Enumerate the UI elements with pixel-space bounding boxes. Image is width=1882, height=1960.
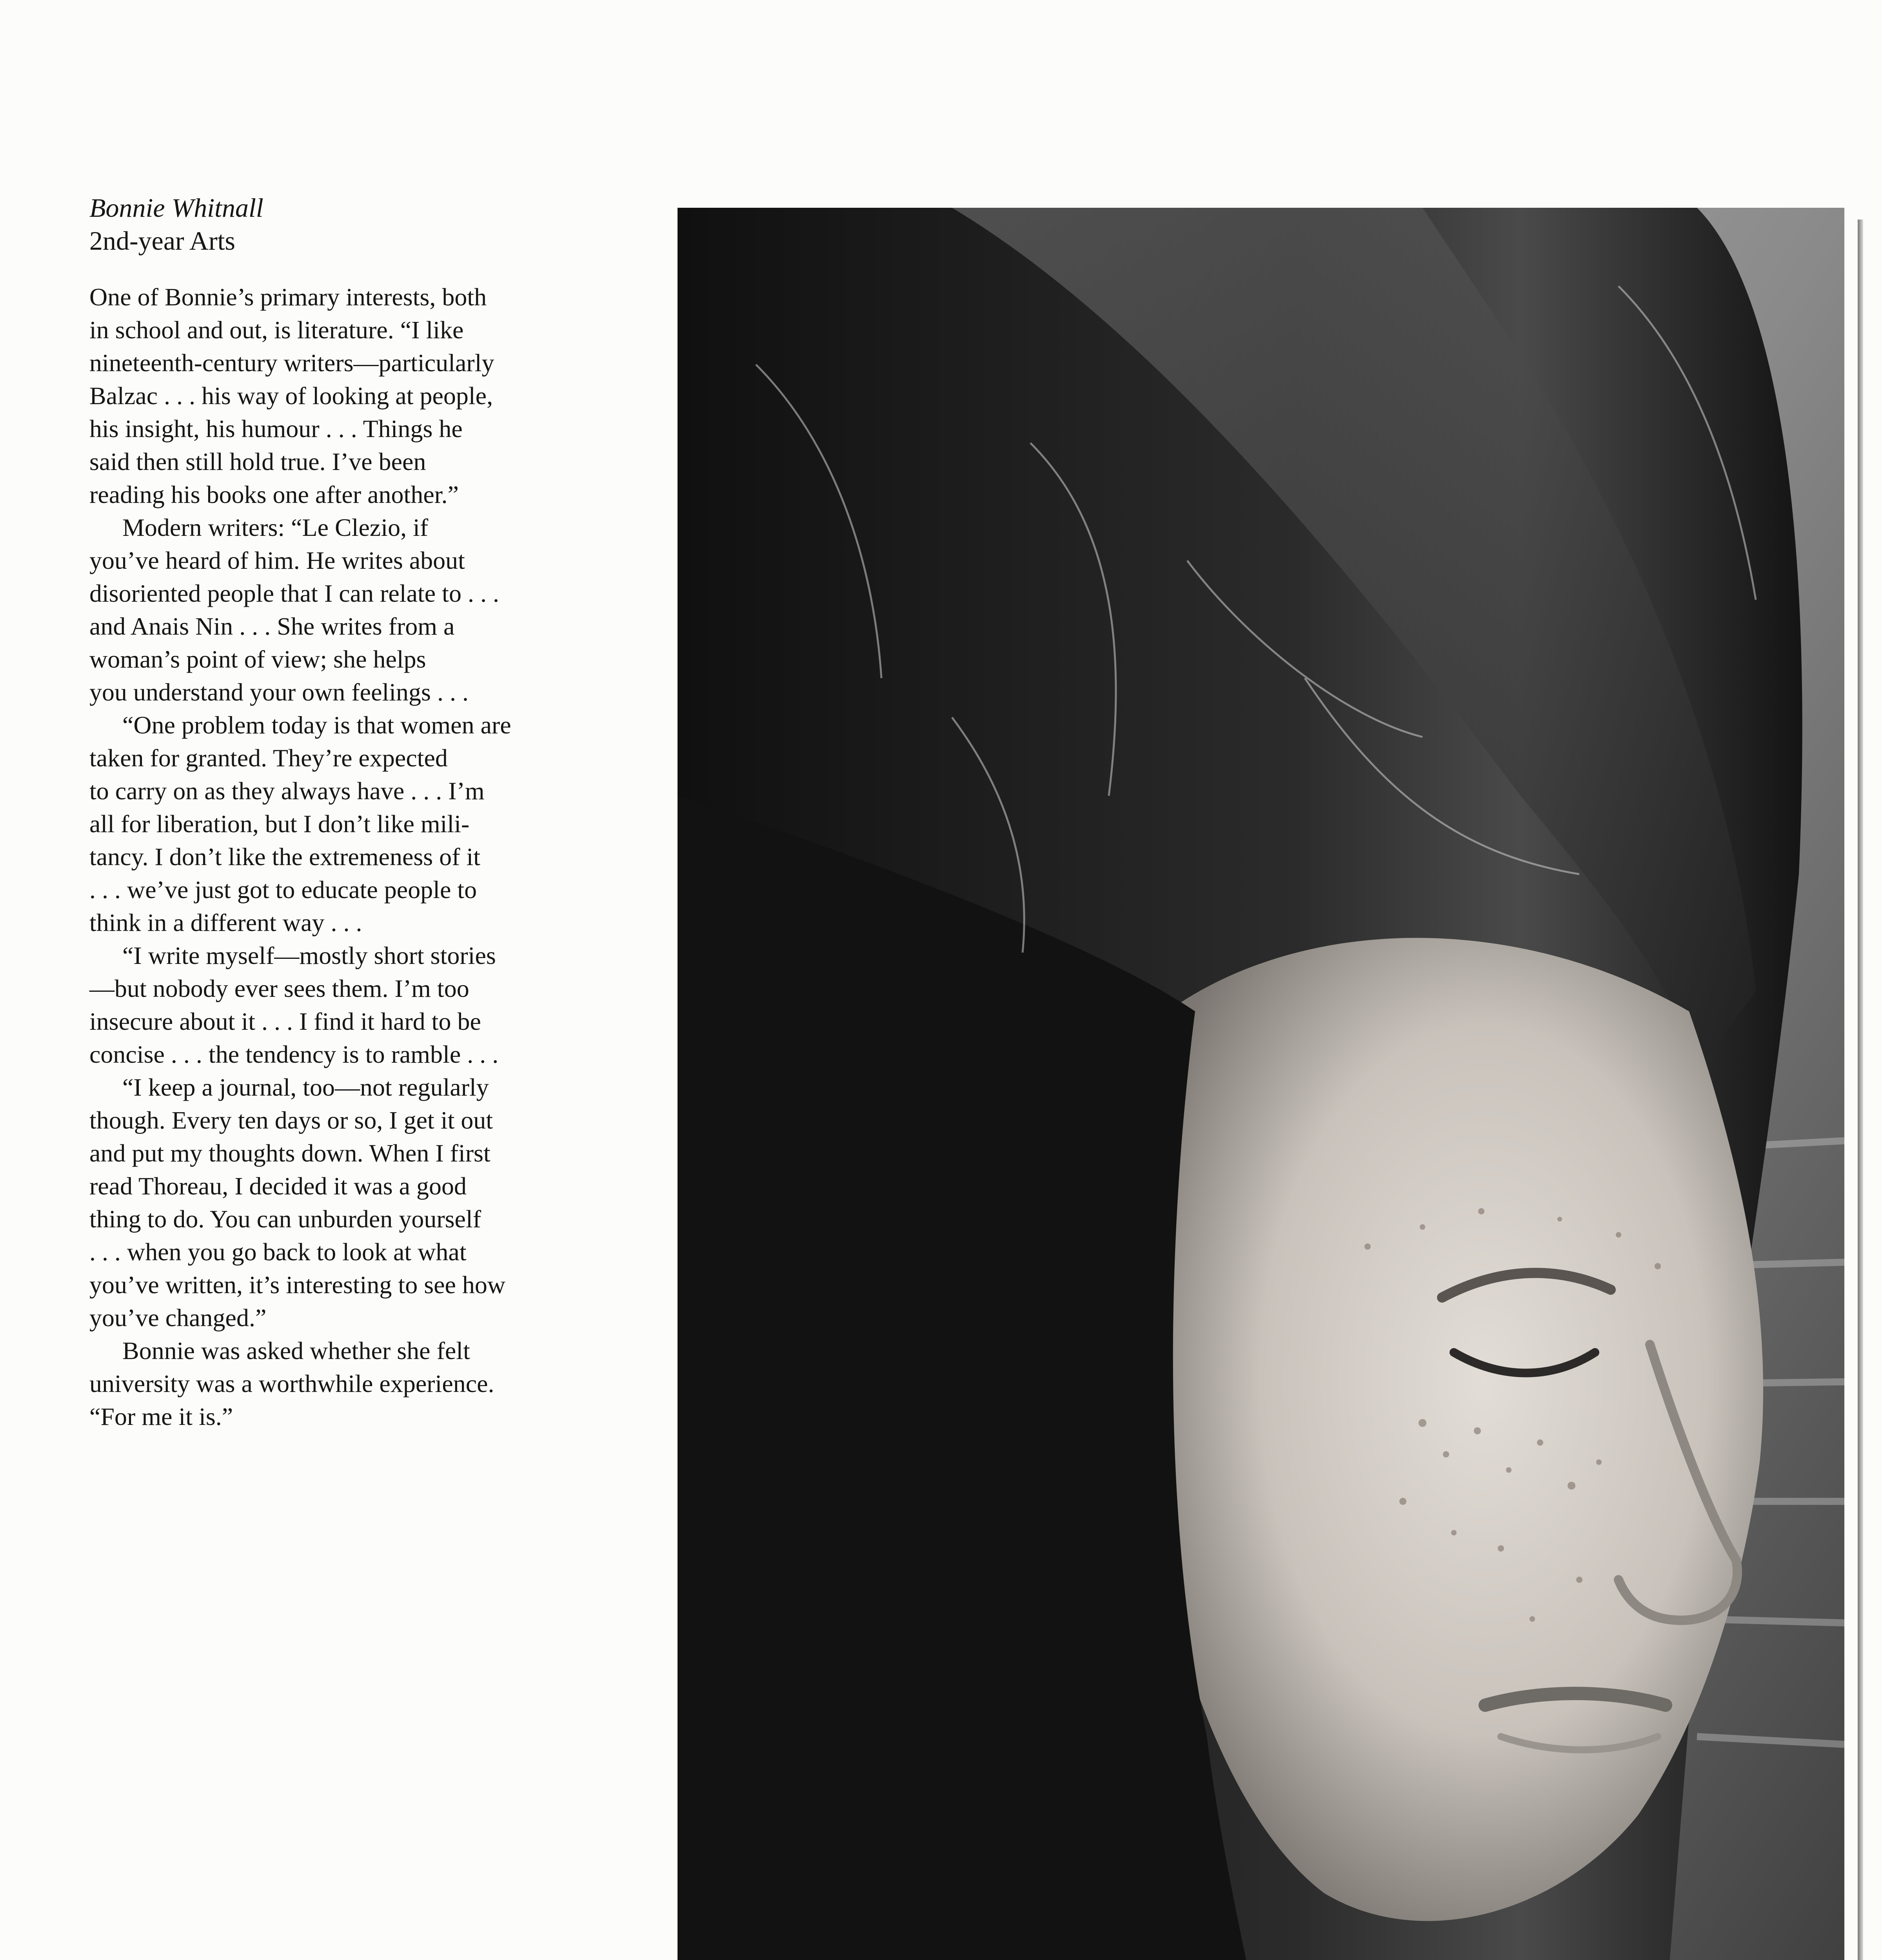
paragraph-women: “One problem today is that women are taken for granted. They’re expected to carry on as they always have . . . I’m all for liberation, but I don’t like mili- tancy. I don’t like the extremeness of it . . . we’ve just got to educate people to think in a different way . . . — [89, 711, 511, 936]
person-program: 2nd-year Arts — [89, 226, 236, 256]
paragraph-university: Bonnie was asked whether she felt university was a worthwhile experience. “For me it is.” — [89, 1337, 494, 1430]
article-text — [89, 191, 630, 1433]
paragraph-literature: One of Bonnie’s primary interests, both in school and out, is literature. “I like nineteenth-century writers—particularly Balzac . . . his way of looking at people, his insight, his humour . . . Things he said then still hold true. I’ve been reading his books one after another.” — [89, 283, 494, 508]
portrait-photo — [678, 208, 1844, 1960]
page-edge — [1858, 220, 1863, 1960]
person-name: Bonnie Whitnall — [89, 193, 263, 223]
paragraph-journal: “I keep a journal, too—not regularly though. Every ten days or so, I get it out and put my thoughts down. When I first read Thoreau, I decided it was a good thing to do. You can unburden yourself . . . when you go back to look at what you’ve written, it’s interesting to see how you’ve changed.” — [89, 1073, 506, 1332]
paragraph-modern-writers: Modern writers: “Le Clezio, if you’ve heard of him. He writes about disoriented people that I can relate to . . . and Anais Nin . . . She writes from a woman’s point of view; she helps you understand your own feelings . . . — [89, 514, 499, 706]
paragraph-writing: “I write myself—mostly short stories —but nobody ever sees them. I’m too insecure about it . . . I find it hard to be concise . . . the tendency is to ramble . . . — [89, 942, 499, 1068]
portrait-illustration — [678, 208, 1844, 1960]
